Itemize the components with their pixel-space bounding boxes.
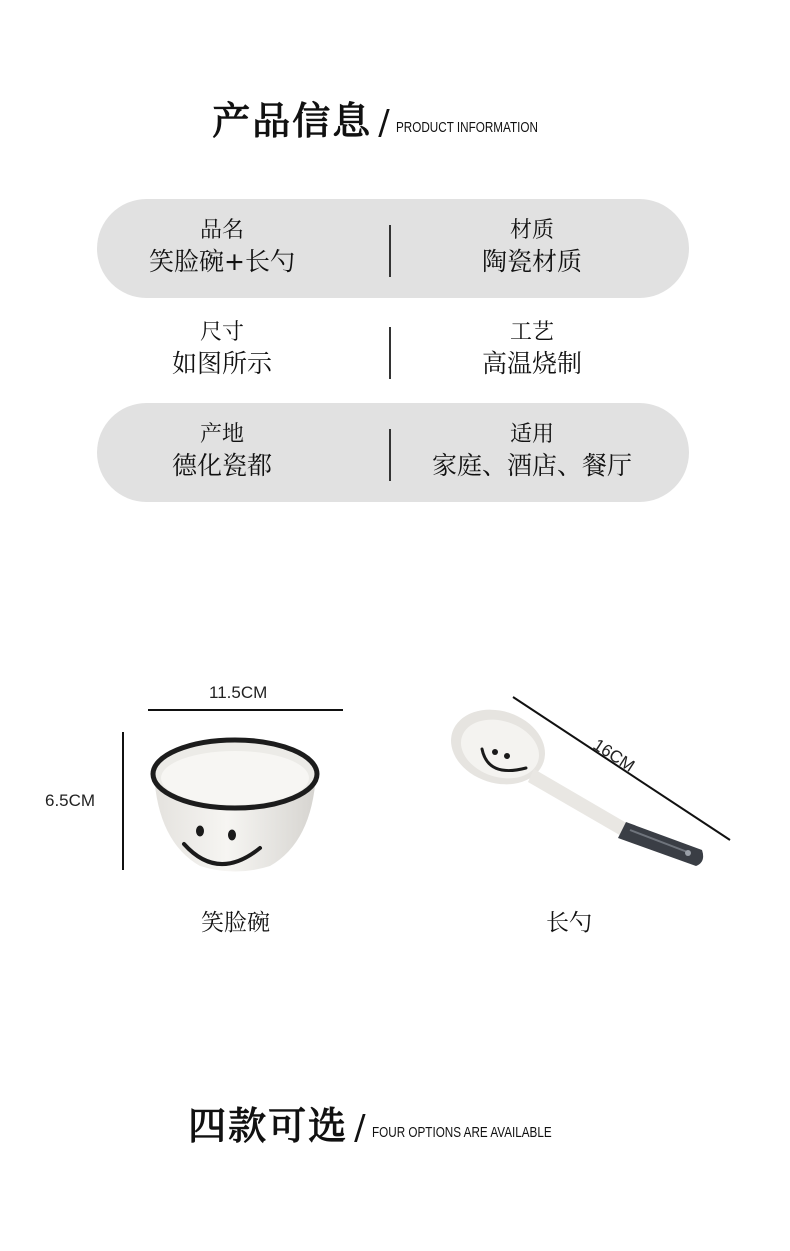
smiley-bowl-image	[148, 732, 323, 877]
info-cell-craft	[407, 301, 657, 400]
bowl-height-line	[122, 732, 124, 870]
info-label: 工艺	[509, 320, 554, 346]
info-label: 材质	[509, 218, 554, 244]
info-label: 尺寸	[199, 320, 244, 346]
info-value: 笑脸碗+长勺	[149, 246, 295, 276]
heading-cn: 四款可选	[188, 1104, 349, 1148]
heading-slash: /	[354, 1108, 366, 1148]
heading-en: PRODUCT INFORMATION	[395, 119, 538, 136]
info-value: 高温烧制	[481, 348, 582, 378]
info-value: 陶瓷材质	[481, 246, 582, 276]
info-row-3	[97, 403, 689, 502]
bowl-height-label: 6.5CM	[45, 791, 96, 810]
spoon-caption: 长勺	[546, 910, 592, 936]
bowl-width-line	[148, 709, 343, 711]
info-value: 德化瓷都	[171, 450, 272, 480]
info-divider	[389, 225, 391, 277]
heading-cn: 产品信息	[212, 99, 373, 143]
info-value: 家庭、酒店、餐厅	[431, 450, 632, 480]
info-value: 如图所示	[171, 348, 272, 378]
info-row-1	[97, 199, 689, 298]
info-label: 产地	[199, 422, 244, 448]
spoon-length-label: 16CM	[589, 735, 639, 776]
info-cell-size	[97, 301, 347, 400]
bowl-caption: 笑脸碗	[201, 910, 270, 936]
bowl-width-label: 11.5CM	[209, 683, 268, 702]
info-cell-usage	[407, 403, 657, 502]
info-label: 适用	[509, 422, 554, 448]
spoon-figure	[440, 690, 740, 880]
info-cell-origin	[97, 403, 347, 502]
info-divider	[389, 429, 391, 481]
info-label: 品名	[199, 218, 244, 244]
heading-en: FOUR OPTIONS ARE AVAILABLE	[371, 1124, 552, 1141]
info-row-2	[97, 301, 689, 400]
info-divider	[389, 327, 391, 379]
info-cell-material	[407, 199, 657, 298]
four-options-heading	[0, 1104, 790, 1148]
info-cell-name	[97, 199, 347, 298]
heading-slash: /	[378, 103, 390, 143]
product-info-heading	[0, 99, 790, 143]
